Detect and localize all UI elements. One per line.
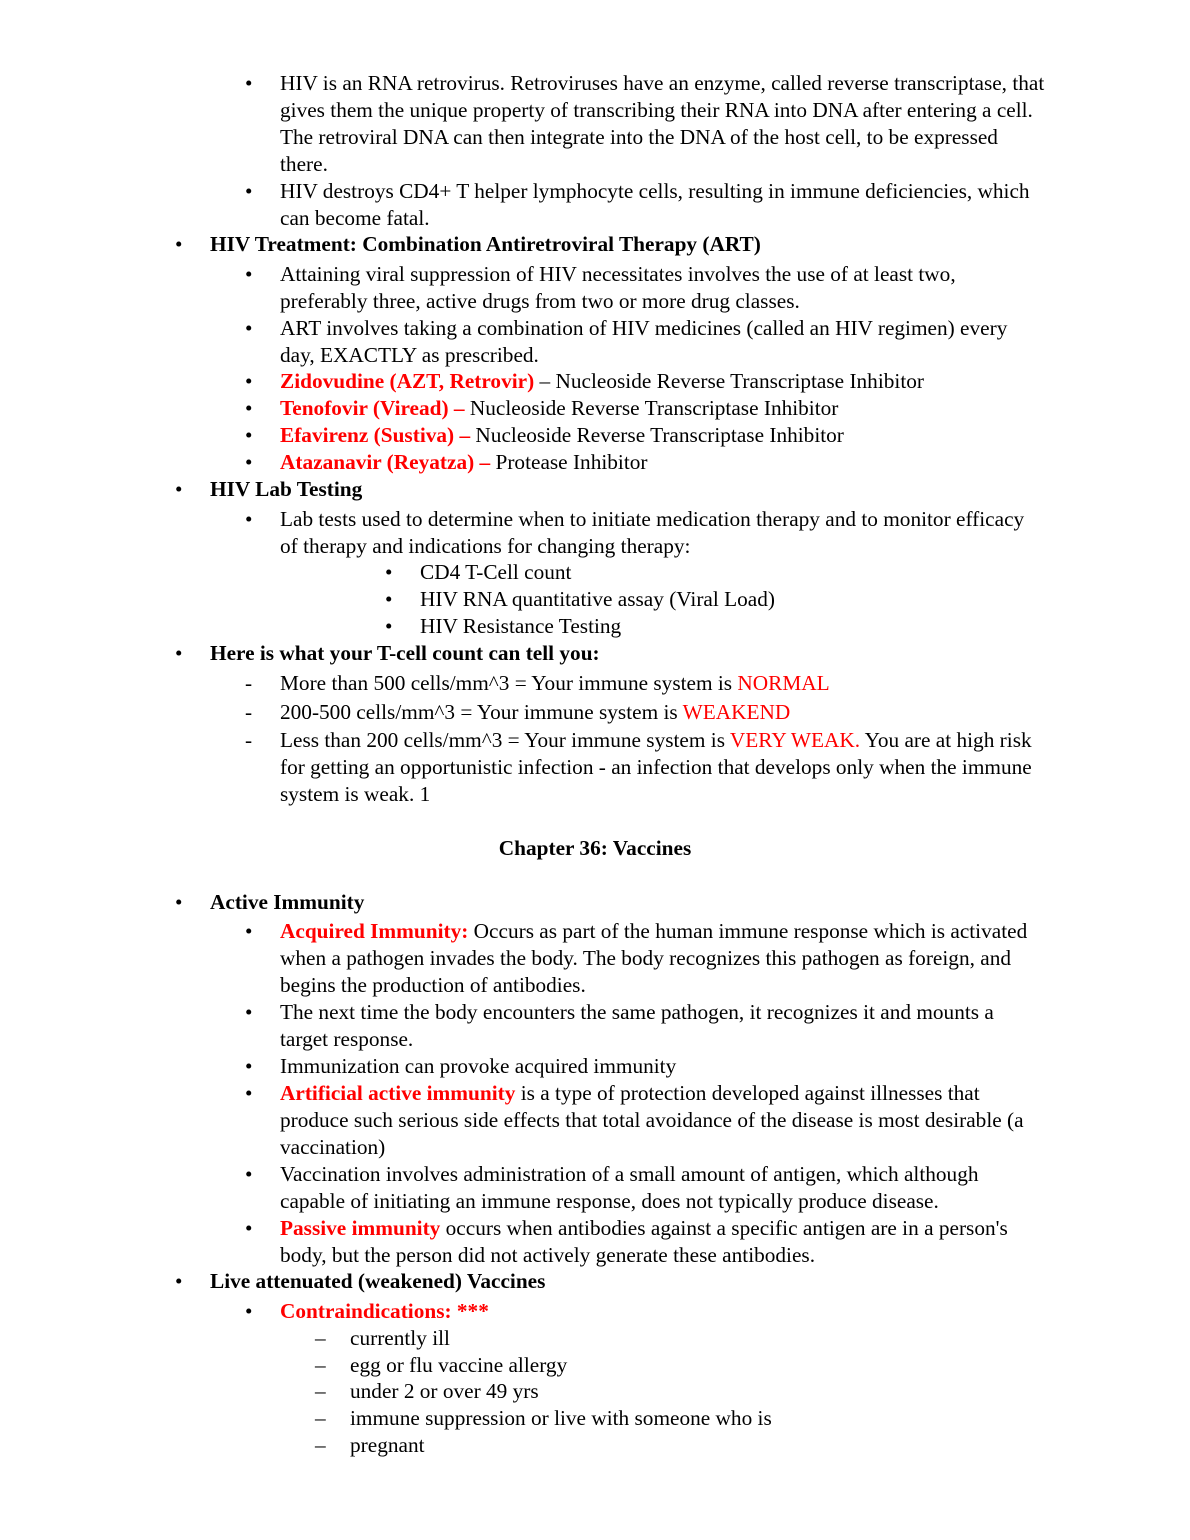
list-item (280, 1215, 1008, 1269)
text-line: HIV destroys CD4+ T helper lymphocyte cells, resulting in immune deficiencies, which (280, 179, 1030, 203)
text: is a type of protection developed against illnesses that (515, 1081, 980, 1105)
lab-test-item: CD4 T-Cell count (420, 560, 572, 584)
bullet-icon: • (385, 614, 393, 638)
drug-item (280, 449, 648, 476)
drug-class: Nucleoside Reverse Transcriptase Inhibitor (475, 423, 844, 447)
bullet-icon: • (245, 1054, 253, 1078)
bullet-icon: • (245, 1299, 253, 1323)
text-line: there. (280, 152, 328, 176)
text-line: produce such serious side effects that total avoidance of the disease is most desirable (a (280, 1108, 1024, 1132)
contraindication-item: currently ill (350, 1326, 450, 1350)
bullet-icon: • (245, 1162, 253, 1186)
list-item (280, 261, 956, 315)
text-line: for getting an opportunistic infection - an infection that develops only when the immune (280, 755, 1032, 779)
text-line: vaccination) (280, 1135, 386, 1159)
section-heading-tcell: Here is what your T-cell count can tell you: (210, 641, 600, 665)
text-line: target response. (280, 1027, 414, 1051)
section-heading-treatment: HIV Treatment: Combination Antiretroviral Therapy (ART) (210, 232, 761, 256)
list-item (280, 315, 1007, 369)
contraindications-label: Contraindications: *** (280, 1299, 489, 1323)
dash-icon: - (245, 728, 253, 752)
contraindication-item: pregnant (350, 1433, 425, 1457)
text-line: The retroviral DNA can then integrate into the DNA of the host cell, to be expressed (280, 125, 998, 149)
text-line: Lab tests used to determine when to initiate medication therapy and to monitor efficacy (280, 507, 1025, 531)
tcell-status: NORMAL (737, 671, 830, 695)
tcell-row (280, 670, 830, 697)
list-item (280, 1080, 1024, 1161)
text-line: Attaining viral suppression of HIV necessitates involves the use of at least two, (280, 262, 956, 286)
dash-icon: - (245, 700, 253, 724)
bullet-icon: • (385, 560, 393, 584)
endash-icon: – (315, 1406, 326, 1430)
tcell-status: WEAKEND (682, 700, 791, 724)
bullet-icon: • (175, 1269, 183, 1293)
text-line: can become fatal. (280, 206, 430, 230)
drug-name: Efavirenz (Sustiva) – (280, 423, 471, 447)
term-label: Artificial active immunity (280, 1081, 516, 1105)
text-line: The next time the body encounters the same pathogen, it recognizes it and mounts a (280, 1000, 994, 1024)
drug-item (280, 368, 924, 395)
endash-icon: – (315, 1326, 326, 1350)
bullet-icon: • (245, 396, 253, 420)
separator: – (534, 369, 556, 393)
bullet-icon: • (175, 641, 183, 665)
endash-icon: – (315, 1353, 326, 1377)
bullet-icon: • (245, 179, 253, 203)
text: You are at high risk (860, 728, 1032, 752)
chapter-title: Chapter 36: Vaccines (498, 836, 692, 860)
drug-class: Nucleoside Reverse Transcriptase Inhibitor (555, 369, 924, 393)
tcell-range: More than 500 cells/mm^3 = Your immune system is (280, 671, 738, 695)
bullet-icon: • (245, 507, 253, 531)
text-line: system is weak. 1 (280, 782, 431, 806)
text-line: when a pathogen invades the body. The body recognizes this pathogen as foreign, and (280, 946, 1011, 970)
lab-test-item: HIV Resistance Testing (420, 614, 622, 638)
dash-icon: - (245, 671, 253, 695)
bullet-icon: • (245, 423, 253, 447)
drug-class: Protease Inhibitor (495, 450, 648, 474)
drug-class: Nucleoside Reverse Transcriptase Inhibitor (469, 396, 839, 420)
bullet-icon: • (245, 71, 253, 95)
tcell-range: Less than 200 cells/mm^3 = Your immune system is (280, 728, 730, 752)
text: Occurs as part of the human immune response which is activated (468, 919, 1028, 943)
drug-name: Tenofovir (Viread) – (280, 396, 465, 420)
tcell-status: VERY WEAK. (729, 728, 861, 752)
list-item (280, 178, 1030, 232)
drug-name: Atazanavir (Reyatza) – (280, 450, 491, 474)
section-heading-live: Live attenuated (weakened) Vaccines (210, 1269, 546, 1293)
list-item (280, 999, 994, 1053)
tcell-row (280, 699, 790, 726)
bullet-icon: • (175, 477, 183, 501)
bullet-icon: • (245, 450, 253, 474)
tcell-row (280, 727, 1032, 808)
text-line: ART involves taking a combination of HIV medicines (called an HIV regimen) every (280, 316, 1008, 340)
section-heading-lab: HIV Lab Testing (210, 477, 363, 501)
list-item (280, 506, 1024, 560)
lab-test-item: HIV RNA quantitative assay (Viral Load) (420, 587, 775, 611)
list-item: Immunization can provoke acquired immunity (280, 1054, 677, 1078)
text-line: body, but the person did not actively generate these antibodies. (280, 1243, 816, 1267)
bullet-icon: • (245, 1000, 253, 1024)
text-line: day, EXACTLY as prescribed. (280, 343, 539, 367)
bullet-icon: • (175, 890, 183, 914)
contraindication-item: immune suppression or live with someone who is (350, 1406, 772, 1430)
endash-icon: – (315, 1379, 326, 1403)
drug-name: Zidovudine (AZT, Retrovir) (280, 369, 535, 393)
text-line: of therapy and indications for changing therapy: (280, 534, 691, 558)
term-label: Passive immunity (280, 1216, 441, 1240)
endash-icon: – (315, 1433, 326, 1457)
bullet-icon: • (245, 1081, 253, 1105)
bullet-icon: • (245, 919, 253, 943)
text-line: capable of initiating an immune response, does not typically produce disease. (280, 1189, 939, 1213)
text: occurs when antibodies against a specific antigen are in a person's (440, 1216, 1008, 1240)
text-line: HIV is an RNA retrovirus. Retroviruses have an enzyme, called reverse transcriptase, that (280, 71, 1045, 95)
bullet-icon: • (245, 1216, 253, 1240)
list-item (280, 1161, 979, 1215)
term-label: Acquired Immunity: (280, 919, 469, 943)
section-heading-active: Active Immunity (210, 890, 365, 914)
drug-item (280, 395, 838, 422)
bullet-icon: • (245, 262, 253, 286)
drug-item (280, 422, 844, 449)
text-line: begins the production of antibodies. (280, 973, 586, 997)
text-line: gives them the unique property of transcribing their RNA into DNA after entering a cell. (280, 98, 1033, 122)
tcell-range: 200-500 cells/mm^3 = Your immune system is (280, 700, 683, 724)
text-line: preferably three, active drugs from two or more drug classes. (280, 289, 800, 313)
bullet-icon: • (175, 232, 183, 256)
text-line: Vaccination involves administration of a small amount of antigen, which although (280, 1162, 979, 1186)
list-item (280, 70, 1044, 178)
contraindication-item: under 2 or over 49 yrs (350, 1379, 539, 1403)
bullet-icon: • (385, 587, 393, 611)
bullet-icon: • (245, 316, 253, 340)
list-item (280, 918, 1027, 999)
contraindication-item: egg or flu vaccine allergy (350, 1353, 568, 1377)
bullet-icon: • (245, 369, 253, 393)
